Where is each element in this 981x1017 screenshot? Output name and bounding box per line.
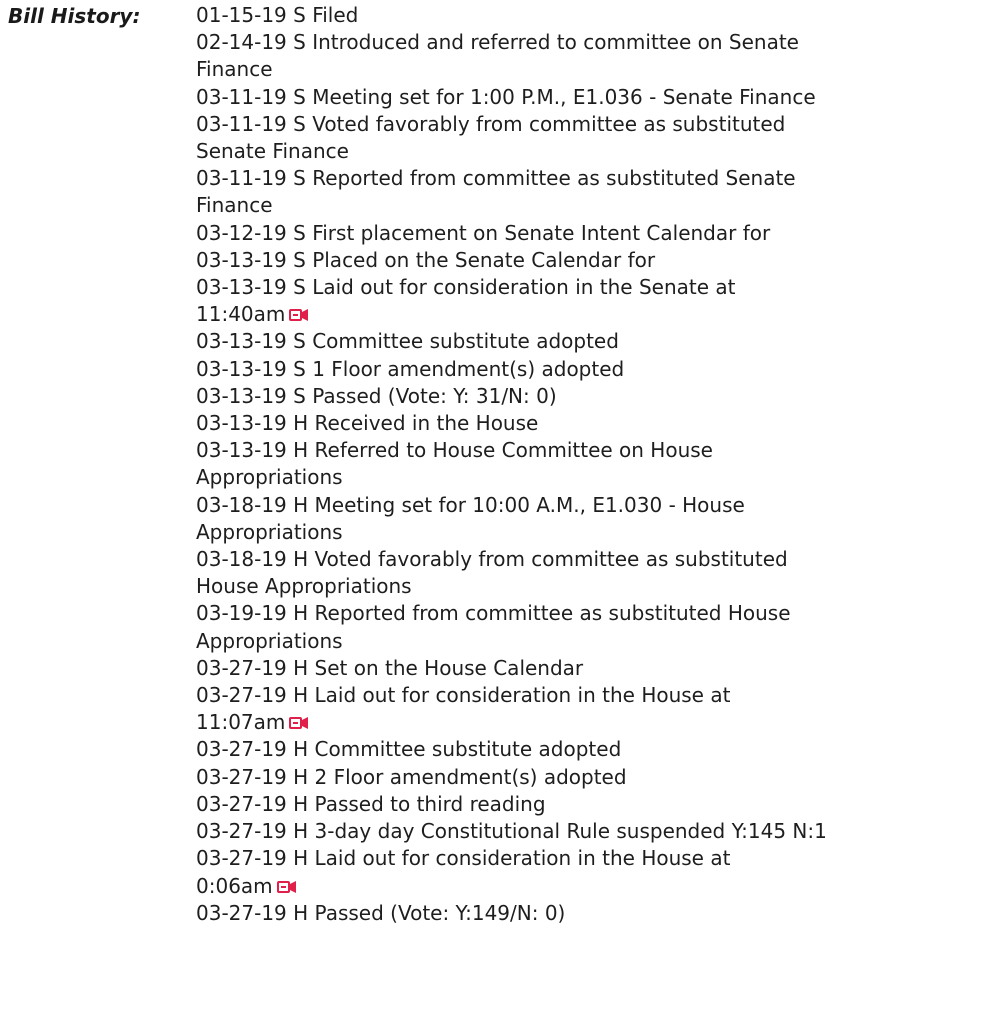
bill-history-label: Bill History: xyxy=(8,4,141,28)
bill-history-entries xyxy=(196,2,976,927)
history-entry xyxy=(196,111,976,165)
history-entry xyxy=(196,818,976,845)
history-entry-continuation xyxy=(196,138,976,165)
history-entry-text: 03-27-19 H Committee substitute adopted xyxy=(196,737,622,762)
history-entry xyxy=(196,29,976,83)
history-entry-text: 03-11-19 S Voted favorably from committee as substituted xyxy=(196,111,786,136)
history-entry xyxy=(196,165,976,219)
history-entry-continuation xyxy=(196,464,976,491)
history-entry xyxy=(196,383,976,410)
history-entry-continuation xyxy=(196,573,976,600)
history-entry-continuation-text: Appropriations xyxy=(196,519,343,544)
history-entry xyxy=(196,220,976,247)
history-entry xyxy=(196,410,976,437)
history-entry xyxy=(196,356,976,383)
history-entry-continuation xyxy=(196,192,976,219)
history-entry-text: 03-27-19 H 3-day day Constitutional Rule suspended Y:145 N:1 xyxy=(196,819,827,844)
history-entry-continuation-text: Senate Finance xyxy=(196,139,349,164)
bill-history xyxy=(8,2,978,927)
video-camera-icon[interactable] xyxy=(289,302,309,316)
history-entry-text: 01-15-19 S Filed xyxy=(196,3,359,27)
history-entry xyxy=(196,736,976,763)
history-entry-text: 03-13-19 H Received in the House xyxy=(196,411,539,436)
history-entry xyxy=(196,2,976,29)
history-entry xyxy=(196,437,976,491)
video-camera-icon[interactable] xyxy=(289,710,309,724)
history-entry-text: 03-18-19 H Meeting set for 10:00 A.M., E1.030 - House xyxy=(196,492,745,517)
history-entry-continuation xyxy=(196,56,976,83)
history-entry-text: 03-13-19 S Placed on the Senate Calendar for xyxy=(196,247,656,272)
history-entry xyxy=(196,546,976,600)
history-entry-text: 03-27-19 H Passed to third reading xyxy=(196,791,546,816)
history-entry-continuation-text: House Appropriations xyxy=(196,574,412,599)
history-entry xyxy=(196,900,976,927)
history-entry-continuation xyxy=(196,519,976,546)
history-entry-continuation xyxy=(196,873,976,900)
history-entry-text: 03-27-19 H Passed (Vote: Y:149/N: 0) xyxy=(196,900,566,925)
history-entry-continuation xyxy=(196,628,976,655)
history-entry xyxy=(196,328,976,355)
history-entry xyxy=(196,274,976,328)
history-entry xyxy=(196,791,976,818)
history-entry-continuation xyxy=(196,709,976,736)
history-entry-continuation-text: Appropriations xyxy=(196,465,343,490)
history-entry-text: 03-18-19 H Voted favorably from committee as substituted xyxy=(196,547,788,572)
history-entry-text: 03-27-19 H Laid out for consideration in the House at xyxy=(196,683,731,708)
history-entry-continuation-text: Finance xyxy=(196,57,273,82)
history-entry-text: 03-13-19 S Passed (Vote: Y: 31/N: 0) xyxy=(196,383,557,408)
history-entry-text: 03-12-19 S First placement on Senate Intent Calendar for xyxy=(196,220,771,245)
history-entry xyxy=(196,764,976,791)
history-entry-text: 03-13-19 H Referred to House Committee on House xyxy=(196,438,713,463)
history-entry xyxy=(196,845,976,899)
history-entry xyxy=(196,492,976,546)
history-entry xyxy=(196,247,976,274)
history-entry xyxy=(196,655,976,682)
video-camera-icon[interactable] xyxy=(277,874,297,888)
history-entry-text: 03-27-19 H Laid out for consideration in the House at xyxy=(196,846,731,871)
history-entry xyxy=(196,682,976,736)
history-entry-text: 03-13-19 S 1 Floor amendment(s) adopted xyxy=(196,356,625,381)
history-entry xyxy=(196,600,976,654)
history-entry-continuation-text: Finance xyxy=(196,193,273,218)
history-entry xyxy=(196,84,976,111)
history-entry-continuation-text: 0:06am xyxy=(196,873,273,898)
history-entry-text: 03-13-19 S Laid out for consideration in the Senate at xyxy=(196,275,736,300)
history-entry-text: 03-27-19 H 2 Floor amendment(s) adopted xyxy=(196,764,627,789)
history-entry-text: 03-11-19 S Meeting set for 1:00 P.M., E1.036 - Senate Finance xyxy=(196,84,816,109)
history-entry-text: 02-14-19 S Introduced and referred to committee on Senate xyxy=(196,30,799,55)
history-entry-text: 03-11-19 S Reported from committee as substituted Senate xyxy=(196,166,796,191)
history-entry-text: 03-19-19 H Reported from committee as substituted House xyxy=(196,601,791,626)
history-entry-text: 03-13-19 S Committee substitute adopted xyxy=(196,329,619,354)
history-entry-continuation-text: Appropriations xyxy=(196,628,343,653)
history-entry-continuation xyxy=(196,301,976,328)
history-entry-continuation-text: 11:40am xyxy=(196,302,286,327)
history-entry-text: 03-27-19 H Set on the House Calendar xyxy=(196,655,584,680)
history-entry-continuation-text: 11:07am xyxy=(196,710,286,735)
